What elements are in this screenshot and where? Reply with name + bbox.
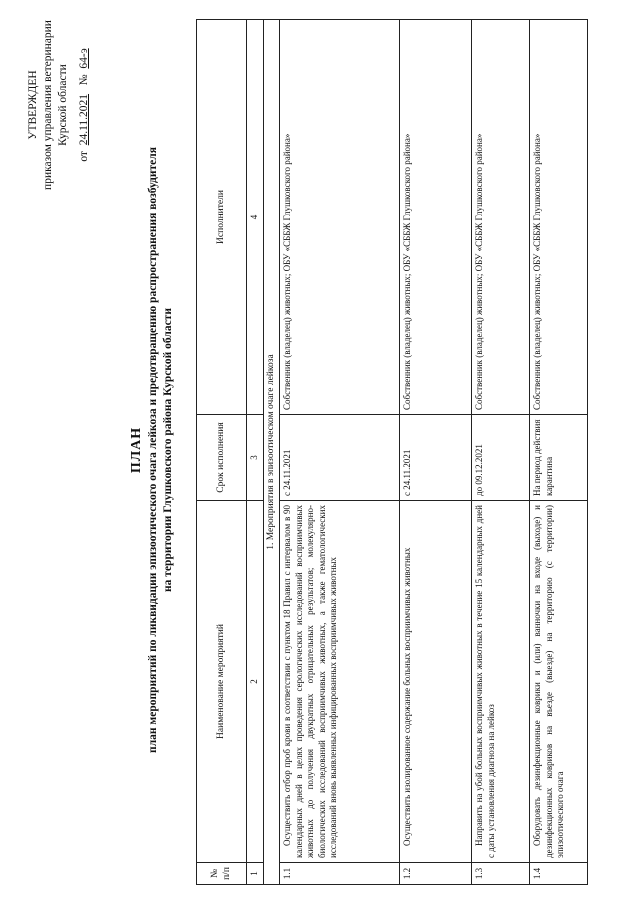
- row-action: Осуществить отбор проб крови в соответствии с пунктом 18 Правил с интервалом в 90 календарных дней в целях проведения серологических исследований восприимчивых животных до получения двукратных отрицательных результатов; молекулярно-биологических исследований восприимчивых животных, а также гематологических исследований вновь выявленных инфицированных восприимчивых животных: [280, 501, 400, 863]
- header-action: Наименование мероприятий: [197, 501, 247, 863]
- approval-line-2: Курской области: [57, 64, 69, 146]
- column-number-row: [247, 20, 264, 885]
- document-title: ПЛАН: [129, 426, 144, 474]
- document-subtitle-line-1: план мероприятий по ликвидации эпизоотического очага лейкоза и предотвращению распространения возбудителя: [147, 147, 159, 753]
- order-number: 64-э: [78, 48, 90, 69]
- row-executors: Собственник (владелец) животных; ОБУ «СББЖ Глушковского района»: [472, 20, 530, 415]
- header-number: № п/п: [197, 863, 247, 885]
- column-number-1: 1: [247, 863, 264, 885]
- column-number-4: 4: [247, 20, 264, 415]
- row-term: На период действия карантина: [530, 415, 588, 501]
- approval-status: УТВЕРЖДЕН: [27, 70, 39, 140]
- order-reference: [77, 20, 92, 190]
- header-term: Срок исполнения: [197, 415, 247, 501]
- table-row: [280, 20, 400, 885]
- row-action: Направить на убой больных восприимчивых животных в течение 15 календарных дней с даты установления диагноза на лейкоз: [472, 501, 530, 863]
- table-header-row: [197, 20, 247, 885]
- approval-stamp-block: [26, 20, 92, 190]
- table-row: [400, 20, 472, 885]
- row-term: с 24.11.2021: [280, 415, 400, 501]
- order-from-prefix: от: [78, 151, 90, 162]
- action-plan-table: [196, 19, 588, 885]
- row-action: Оборудовать дезинфекционные коврики и (или) ванночки на входе (выходе) и дезинфекционных ковриков на въезде (выезде) на территорию (с территории) эпизоотического очага: [530, 501, 588, 863]
- row-number: 1.2: [400, 863, 472, 885]
- column-number-2: 2: [247, 501, 264, 863]
- row-executors: Собственник (владелец) животных; ОБУ «СББЖ Глушковского района»: [400, 20, 472, 415]
- document-subtitle-line-2: на территории Глушковского района Курской области: [162, 308, 174, 592]
- document-title-block: [128, 145, 176, 755]
- row-executors: Собственник (владелец) животных; ОБУ «СББЖ Глушковского района»: [530, 20, 588, 415]
- row-executors: Собственник (владелец) животных; ОБУ «СББЖ Глушковского района»: [280, 20, 400, 415]
- section-title: 1. Мероприятия в эпизоотическом очаге лейкоза: [263, 20, 280, 885]
- table-row: [530, 20, 588, 885]
- row-number: 1.4: [530, 863, 588, 885]
- order-number-prefix: №: [78, 74, 90, 86]
- column-number-3: 3: [247, 415, 264, 501]
- header-executors: Исполнители: [197, 20, 247, 415]
- order-date: 24.11.2021: [78, 93, 90, 146]
- approval-line-1: приказом управления ветеринарии: [42, 20, 54, 190]
- row-number: 1.1: [280, 863, 400, 885]
- row-action: Осуществить изолированное содержание больных восприимчивых животных: [400, 501, 472, 863]
- row-term: с 24.11.2021: [400, 415, 472, 501]
- row-number: 1.3: [472, 863, 530, 885]
- section-title-row: [263, 20, 280, 885]
- row-term: до 09.12.2021: [472, 415, 530, 501]
- table-row: [472, 20, 530, 885]
